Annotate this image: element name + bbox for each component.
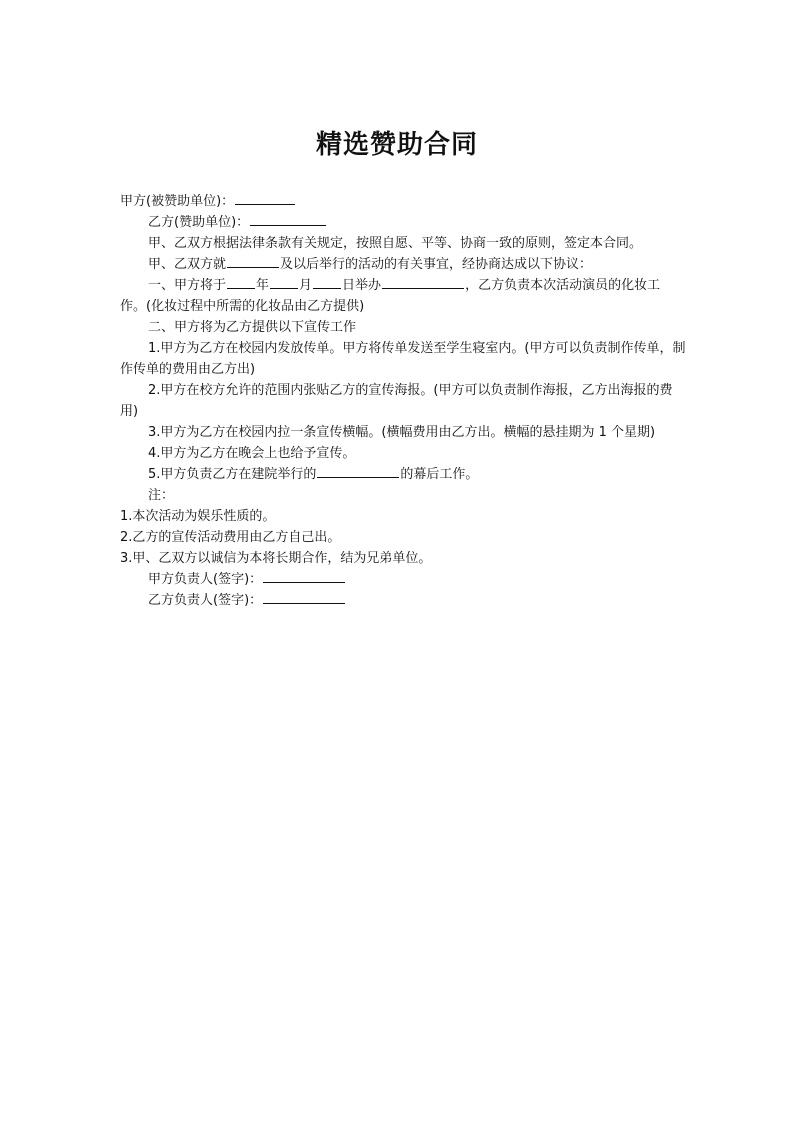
- note-label: 注：: [148, 488, 175, 503]
- party-a-label: 甲方(被赞助单位)：: [120, 194, 235, 209]
- item-3: 3.甲方为乙方在校园内拉一条宣传横幅。(横幅费用由乙方出。横幅的悬挂期为 1 个星期): [148, 425, 656, 440]
- note-item: 2.乙方的宣传活动费用由乙方自己出。: [120, 530, 341, 545]
- sign-b-blank[interactable]: [263, 590, 345, 604]
- negotiate-suffix: 及以后举行的活动的有关事宜，经协商达成以下协议：: [280, 257, 593, 272]
- year-blank[interactable]: [227, 275, 255, 289]
- sign-b-line: [120, 590, 686, 611]
- clause1-prefix: 一、甲方将于: [148, 278, 227, 293]
- clause1-paragraph: [120, 275, 686, 317]
- party-b-label: 乙方(赞助单位)：: [148, 215, 250, 230]
- clause2-heading: 二、甲方将为乙方提供以下宣传工作: [148, 320, 357, 335]
- sign-a-line: [120, 569, 686, 590]
- party-b-blank[interactable]: [250, 212, 326, 226]
- note-item: 1.本次活动为娱乐性质的。: [120, 509, 276, 524]
- day-blank[interactable]: [313, 275, 341, 289]
- sign-a-label: 甲方负责人(签字)：: [148, 572, 263, 587]
- negotiate-prefix: 甲、乙双方就: [148, 257, 227, 272]
- document-body: [120, 191, 686, 611]
- sign-b-label: 乙方负责人(签字)：: [148, 593, 263, 608]
- activity-blank[interactable]: [382, 275, 464, 289]
- clause1-month: 月: [299, 278, 313, 293]
- negotiate-line: [120, 254, 686, 275]
- party-b-line: [120, 212, 686, 233]
- clause1-year: 年: [256, 278, 270, 293]
- document-title: 精选赞助合同: [315, 130, 478, 160]
- intro-paragraph: 甲、乙双方根据法律条款有关规定，按照自愿、平等、协商一致的原则，签定本合同。: [148, 236, 643, 251]
- event-name-blank[interactable]: [227, 254, 279, 268]
- item5-prefix: 5.甲方负责乙方在建院举行的: [148, 467, 317, 482]
- clause1-day-hold: 日举办: [342, 278, 382, 293]
- item5-blank[interactable]: [317, 464, 399, 478]
- month-blank[interactable]: [270, 275, 298, 289]
- party-a-blank[interactable]: [235, 191, 295, 205]
- sign-a-blank[interactable]: [263, 569, 345, 583]
- clause1-suffix: ，乙方负责本次活动演员的化妆工作。(化妆过程中所需的化妆品由乙方提供): [120, 278, 661, 314]
- item-5: [120, 464, 686, 485]
- note-item: 3.甲、乙双方以诚信为本将长期合作，结为兄弟单位。: [120, 551, 432, 566]
- item-2: 2.甲方在校方允许的范围内张贴乙方的宣传海报。(甲方可以负责制作海报，乙方出海报的费用): [120, 383, 673, 419]
- item-1: 1.甲方为乙方在校园内发放传单。甲方将传单发送至学生寝室内。(甲方可以负责制作传单，制作传单的费用由乙方出): [120, 341, 686, 377]
- item5-suffix: 的幕后工作。: [400, 467, 479, 482]
- party-a-line: [120, 191, 686, 212]
- item-4: 4.甲方为乙方在晚会上也给予宣传。: [148, 446, 356, 461]
